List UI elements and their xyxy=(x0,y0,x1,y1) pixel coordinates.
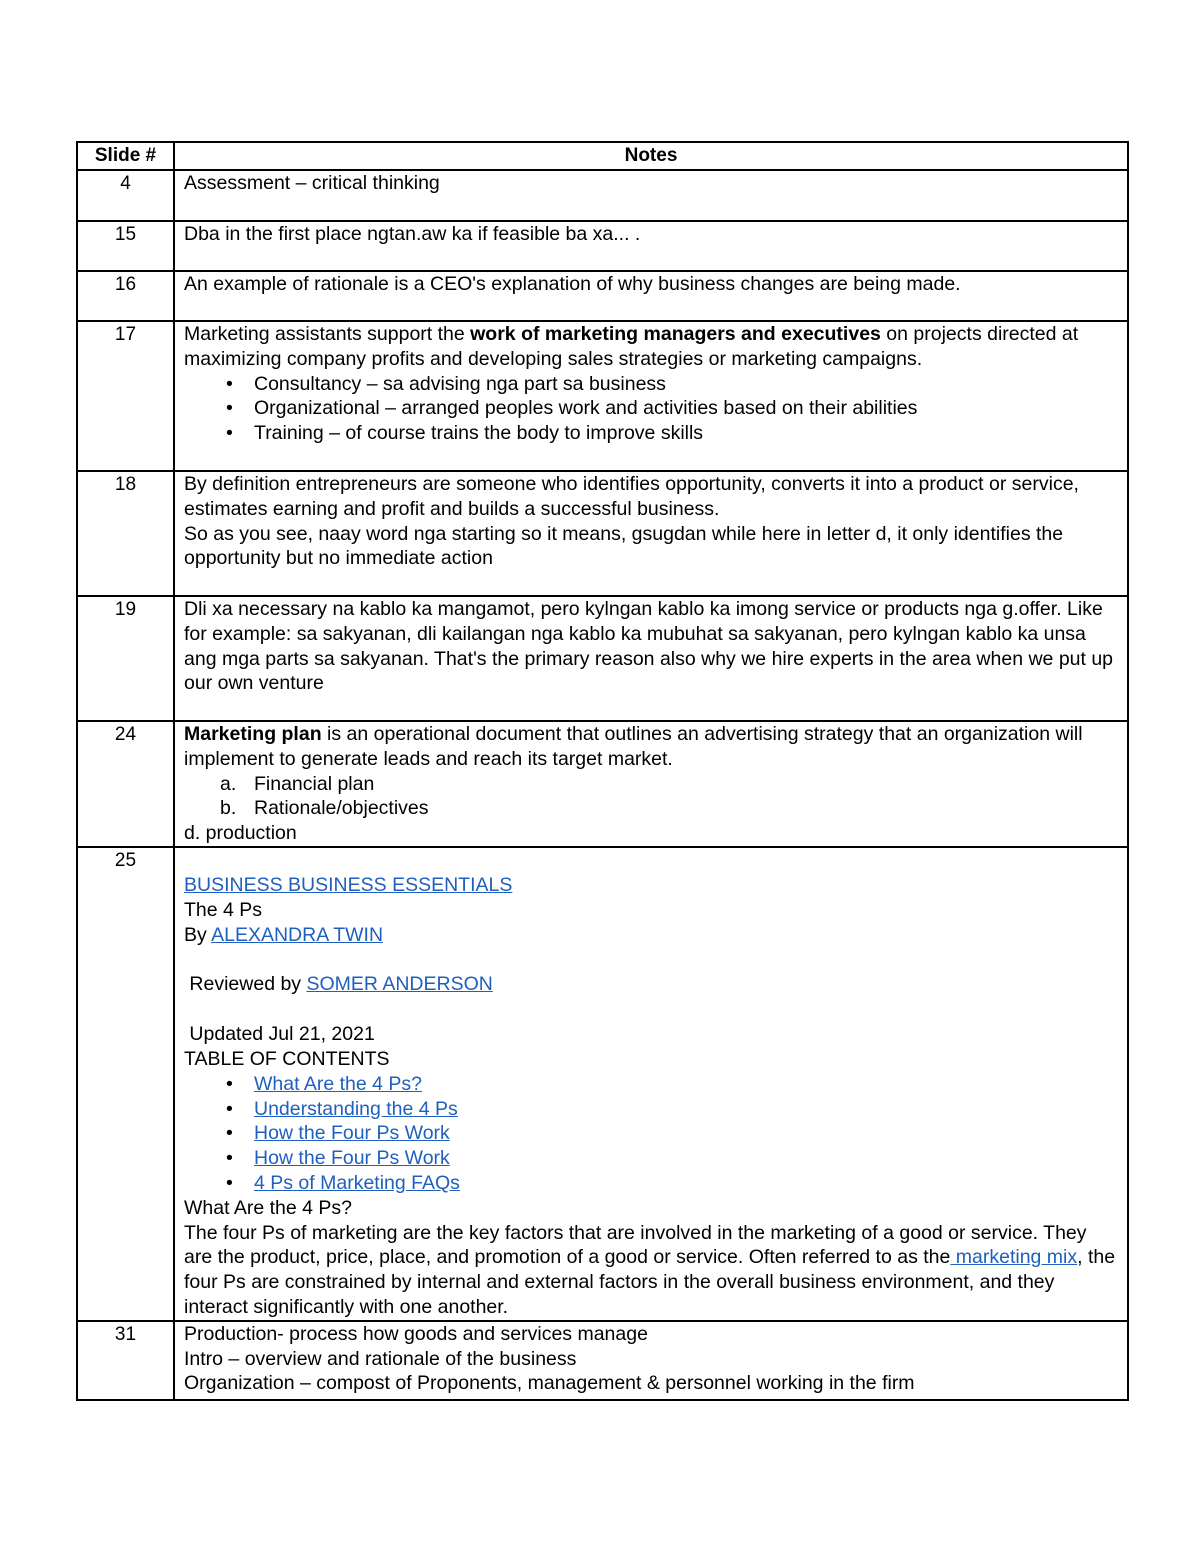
marketing-mix-link[interactable]: marketing mix xyxy=(950,1246,1078,1269)
note-text: Marketing assistants support the xyxy=(184,323,471,345)
list-item xyxy=(184,1121,1119,1146)
toc-link[interactable]: Understanding the 4 Ps xyxy=(254,1097,458,1120)
notes-table xyxy=(76,141,1129,1401)
slide-number: 19 xyxy=(77,596,174,721)
note-text: on projects directed at maximizing company profits and developing sales strategies or marketing campaigns. xyxy=(184,323,1079,370)
article-body xyxy=(184,1221,1119,1320)
table-row xyxy=(77,271,1128,321)
toc-link[interactable]: What Are the 4 Ps? xyxy=(254,1072,423,1095)
body-text: , the four Ps are constrained by internal and external factors in the overall business environment, and they interact significantly with one another. xyxy=(184,1246,1116,1318)
toc-label: TABLE OF CONTENTS xyxy=(184,1047,390,1070)
reviewed-label: Reviewed by xyxy=(184,973,307,996)
slide-number: 18 xyxy=(77,471,174,596)
by-label: By xyxy=(184,923,212,946)
breadcrumb-link-business-essentials[interactable]: BUSINESS ESSENTIALS xyxy=(288,873,513,896)
table-row xyxy=(77,221,1128,271)
list-item: • Consultancy – sa advising nga part sa business xyxy=(184,372,1119,397)
body-text: The four Ps of marketing are the key factors that are involved in the marketing of a good or service. They are the product, price, place, and promotion of a good or service. Often referred to as the xyxy=(184,1221,1087,1269)
updated-date: Updated Jul 21, 2021 xyxy=(184,1023,375,1046)
ordered-list xyxy=(184,772,1119,822)
slide-note xyxy=(174,471,1128,596)
list-marker: a. xyxy=(220,772,237,795)
slide-note: Assessment – critical thinking xyxy=(174,170,1128,221)
table-row xyxy=(77,721,1128,847)
author-link[interactable]: ALEXANDRA TWIN xyxy=(211,923,384,946)
slide-number: 17 xyxy=(77,321,174,471)
note-paragraph: So as you see, naay word nga starting so it means, gsugdan while here in letter d, it only identifies the opportunity but no immediate action xyxy=(184,522,1064,570)
slide-note xyxy=(174,847,1128,1321)
section-heading: What Are the 4 Ps? xyxy=(184,1196,353,1219)
header-row xyxy=(77,142,1128,170)
slide-number: 16 xyxy=(77,271,174,321)
header-slide-number: Slide # xyxy=(77,142,174,170)
table-row xyxy=(77,471,1128,596)
slide-number: 24 xyxy=(77,721,174,847)
reviewer-line xyxy=(184,972,1119,997)
list-item xyxy=(184,1097,1119,1122)
note-paragraph: By definition entrepreneurs are someone who identifies opportunity, converts it into a product or service, estimates earning and profit and builds a successful business. xyxy=(184,473,1079,520)
breadcrumb xyxy=(184,873,1119,898)
slide-note: Dli xa necessary na kablo ka mangamot, pero kylngan kablo ka imong service or products nga g.offer. Like for example: sa sakyanan, dli kailangan nga kablo ka mubuhat sa sakyanan, pero kylngan kablo ka unsa ang mga parts sa sakyanan. That's the primary reason also why we hire experts in the area when we put up our own venture xyxy=(174,596,1128,721)
list-item: • Training – of course trains the body to improve skills xyxy=(184,421,1119,446)
toc-link[interactable]: How the Four Ps Work xyxy=(254,1122,450,1145)
note-line: Production- process how goods and services manage xyxy=(184,1322,648,1345)
note-bold-text: Marketing plan xyxy=(184,723,322,745)
reviewer-link[interactable]: SOMER ANDERSON xyxy=(306,973,493,996)
note-bold-text: work of marketing managers and executives xyxy=(470,323,881,345)
table-row xyxy=(77,321,1128,471)
toc-link[interactable]: How the Four Ps Work xyxy=(254,1147,450,1170)
note-line: Organization – compost of Proponents, management & personnel working in the firm xyxy=(184,1372,915,1395)
table-row xyxy=(77,170,1128,221)
breadcrumb-link-business[interactable]: BUSINESS xyxy=(184,873,289,896)
toc-list xyxy=(184,1072,1119,1196)
list-item-text: Financial plan xyxy=(254,772,375,795)
author-line xyxy=(184,923,1119,948)
list-item: • Organizational – arranged peoples work and activities based on their abilities xyxy=(184,396,1119,421)
note-text: d. production xyxy=(184,822,297,845)
list-item-text: Rationale/objectives xyxy=(254,797,429,820)
bullet-list xyxy=(184,372,1119,446)
table-row xyxy=(77,847,1128,1321)
slide-note xyxy=(174,1321,1128,1400)
list-item xyxy=(184,1072,1119,1097)
list-marker: b. xyxy=(220,797,237,820)
table-row xyxy=(77,1321,1128,1400)
slide-number: 25 xyxy=(77,847,174,1321)
list-item xyxy=(184,796,1119,821)
table-row xyxy=(77,596,1128,721)
list-item xyxy=(184,772,1119,797)
slide-note: Dba in the first place ngtan.aw ka if feasible ba xa... . xyxy=(174,221,1128,271)
slide-note xyxy=(174,721,1128,847)
list-item xyxy=(184,1171,1119,1196)
note-text: is an operational document that outlines an advertising strategy that an organization will implement to generate leads and reach its target market. xyxy=(184,723,1083,770)
slide-number: 15 xyxy=(77,221,174,271)
article-title: The 4 Ps xyxy=(184,898,263,921)
slide-note xyxy=(174,321,1128,471)
slide-note: An example of rationale is a CEO's explanation of why business changes are being made. xyxy=(174,271,1128,321)
header-notes: Notes xyxy=(174,142,1128,170)
note-line: Intro – overview and rationale of the business xyxy=(184,1347,577,1370)
slide-number: 31 xyxy=(77,1321,174,1400)
slide-number: 4 xyxy=(77,170,174,221)
toc-link[interactable]: 4 Ps of Marketing FAQs xyxy=(254,1171,460,1194)
list-item xyxy=(184,1146,1119,1171)
